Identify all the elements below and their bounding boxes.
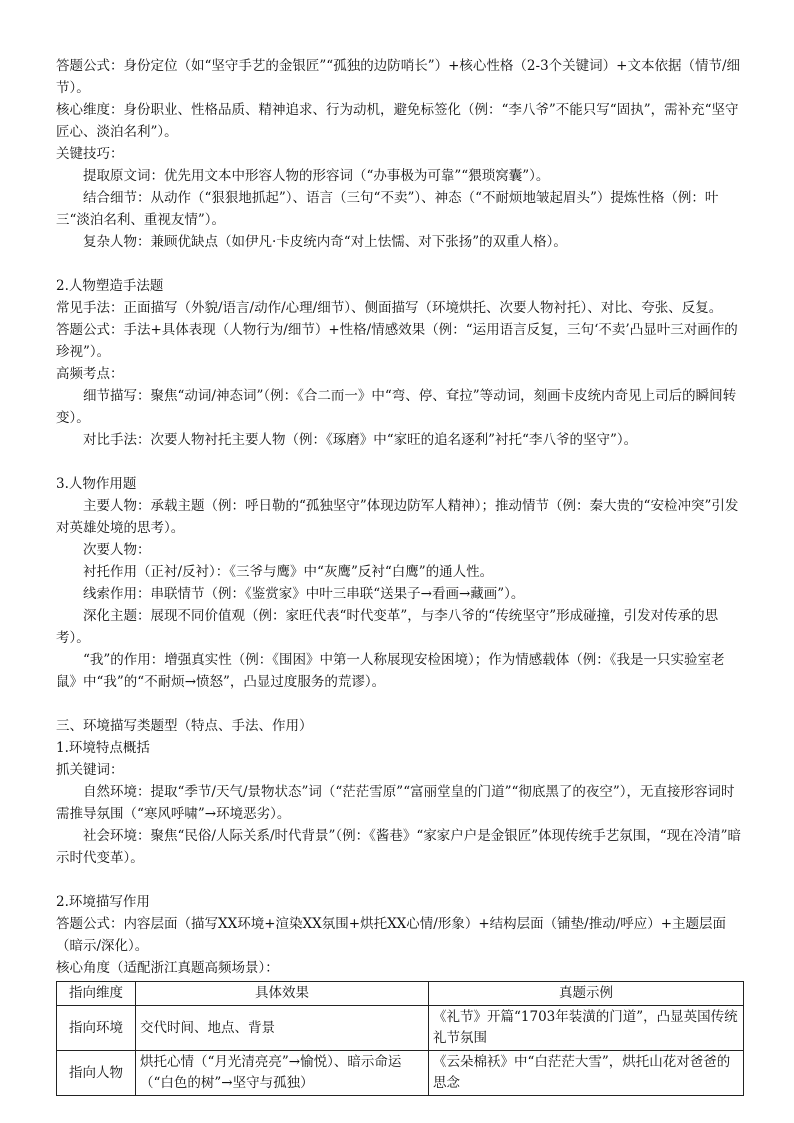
table-row bbox=[57, 1006, 744, 1051]
section-heading-shaping-methods: 2.人物塑造手法题 bbox=[56, 278, 164, 294]
detail-description-item: 细节描写：聚焦“动词/神态词”（例：《合二而一》中“弯、停、耷拉”等动词，刻画卡皮统内奇见上司后的瞬间转变）。 bbox=[56, 388, 737, 426]
core-dimension-paragraph: 核心维度：身份职业、性格品质、精神追求、行为动机，避免标签化（例：“李八爷”不能只写“固执”，需补充“坚守匠心、淡泊名利”）。 bbox=[56, 102, 739, 140]
table-cell: 交代时间、地点、背景 bbox=[136, 1006, 429, 1051]
subheading-environment-features: 1.环境特点概括 bbox=[56, 740, 150, 756]
skill-combine-details: 结合细节：从动作（“狠狠地抓起”）、语言（三句“不卖”）、神态（“不耐烦地皱起眉头”）提炼性格（例：叶三“淡泊名利、重视友情”）。 bbox=[56, 190, 719, 228]
skill-complex-character: 复杂人物：兼顾优缺点（如伊凡·卡皮统内奇“对上怯懦、对下张扬”的双重人格）。 bbox=[83, 234, 567, 250]
contrast-method-item: 对比手法：次要人物衬托主要人物（例：《琢磨》中“家旺的追名逐利”衬托“李八爷的坚守”）。 bbox=[83, 432, 638, 448]
section-heading-character-function: 3.人物作用题 bbox=[56, 476, 137, 492]
clue-function-item: 线索作用：串联情节（例：《鉴赏家》中叶三串联“送果子→看画→藏画”）。 bbox=[83, 586, 525, 602]
environment-formula-paragraph: 答题公式：内容层面（描写XX环境+渲染XX氛围+烘托XX心情/形象）+结构层面（铺垫/推动/呼应）+主题层面（暗示/深化）。 bbox=[56, 916, 727, 954]
section-heading-environment: 三、环境描写类题型（特点、手法、作用） bbox=[56, 718, 313, 734]
main-character-item: 主要人物：承载主题（例：呼日勒的“孤独坚守”体现边防军人精神）；推动情节（例：秦大贵的“安检冲突”引发对英雄处境的思考）。 bbox=[56, 498, 739, 536]
environment-function-table bbox=[56, 981, 744, 1096]
social-environment-item: 社会环境：聚焦“民俗/人际关系/时代背景”（例：《酱巷》“家家户户是金银匠”体现传统手艺氛围，“现在冷清”暗示时代变革）。 bbox=[56, 828, 742, 866]
skill-extract-words: 提取原文词：优先用文本中形容人物的形容词（“办事极为可靠”“猥琐窝囊”）。 bbox=[83, 168, 550, 184]
document-page bbox=[56, 55, 744, 1096]
deepen-theme-item: 深化主题：展现不同价值观（例：家旺代表“时代变革”，与李八爷的“传统坚守”形成碰撞，引发对传承的思考）。 bbox=[56, 608, 719, 646]
table-header-row bbox=[57, 982, 744, 1006]
table-cell: 指向人物 bbox=[57, 1051, 136, 1096]
keywords-label: 抓关键词： bbox=[56, 762, 124, 778]
core-angle-label: 核心角度（适配浙江真题高频场景）： bbox=[56, 960, 279, 976]
key-skills-label: 关键技巧： bbox=[56, 146, 124, 162]
common-methods-paragraph: 常见手法：正面描写（外貌/语言/动作/心理/细节）、侧面描写（环境烘托、次要人物衬托）、对比、夸张、反复。 bbox=[56, 300, 723, 316]
narrator-function-item: “我”的作用：增强真实性（例：《围困》中第一人称展现安检困境）；作为情感载体（例：《我是一只实验室老鼠》中“我”的“不耐烦→愤怒”，凸显过度服务的荒谬）。 bbox=[56, 652, 725, 690]
table-header-dimension: 指向维度 bbox=[57, 982, 136, 1006]
table-header-example: 真题示例 bbox=[429, 982, 744, 1006]
subheading-environment-function: 2.环境描写作用 bbox=[56, 894, 150, 910]
foil-function-item: 衬托作用（正衬/反衬）：《三爷与鹰》中“灰鹰”反衬“白鹰”的通人性。 bbox=[83, 564, 494, 580]
table-cell: 指向环境 bbox=[57, 1006, 136, 1051]
table-cell: 《礼节》开篇“1703年装潢的门道”，凸显英国传统礼节氛围 bbox=[429, 1006, 744, 1051]
table-header-effect: 具体效果 bbox=[136, 982, 429, 1006]
answer-formula-paragraph: 答题公式：身份定位（如“坚守手艺的金银匠”“孤独的边防哨长”）+核心性格（2-3个关键词）+文本依据（情节/细节）。 bbox=[56, 58, 741, 96]
table-cell: 《云朵棉袄》中“白茫茫大雪”，烘托山花对爸爸的思念 bbox=[429, 1051, 744, 1096]
frequent-points-label: 高频考点： bbox=[56, 366, 124, 382]
methods-formula-paragraph: 答题公式：手法+具体表现（人物行为/细节）+性格/情感效果（例：“运用语言反复，三句‘不卖’凸显叶三对画作的珍视”）。 bbox=[56, 322, 738, 360]
minor-character-label: 次要人物： bbox=[83, 542, 151, 558]
table-cell: 烘托心情（“月光清亮亮”→愉悦）、暗示命运（“白色的树”→坚守与孤独） bbox=[136, 1051, 429, 1096]
table-row bbox=[57, 1051, 744, 1096]
natural-environment-item: 自然环境：提取“季节/天气/景物状态”词（“茫茫雪原”“富丽堂皇的门道”“彻底黑了的夜空”），无直接形容词时需推导氛围（“寒风呼啸”→环境恶劣）。 bbox=[56, 784, 735, 822]
